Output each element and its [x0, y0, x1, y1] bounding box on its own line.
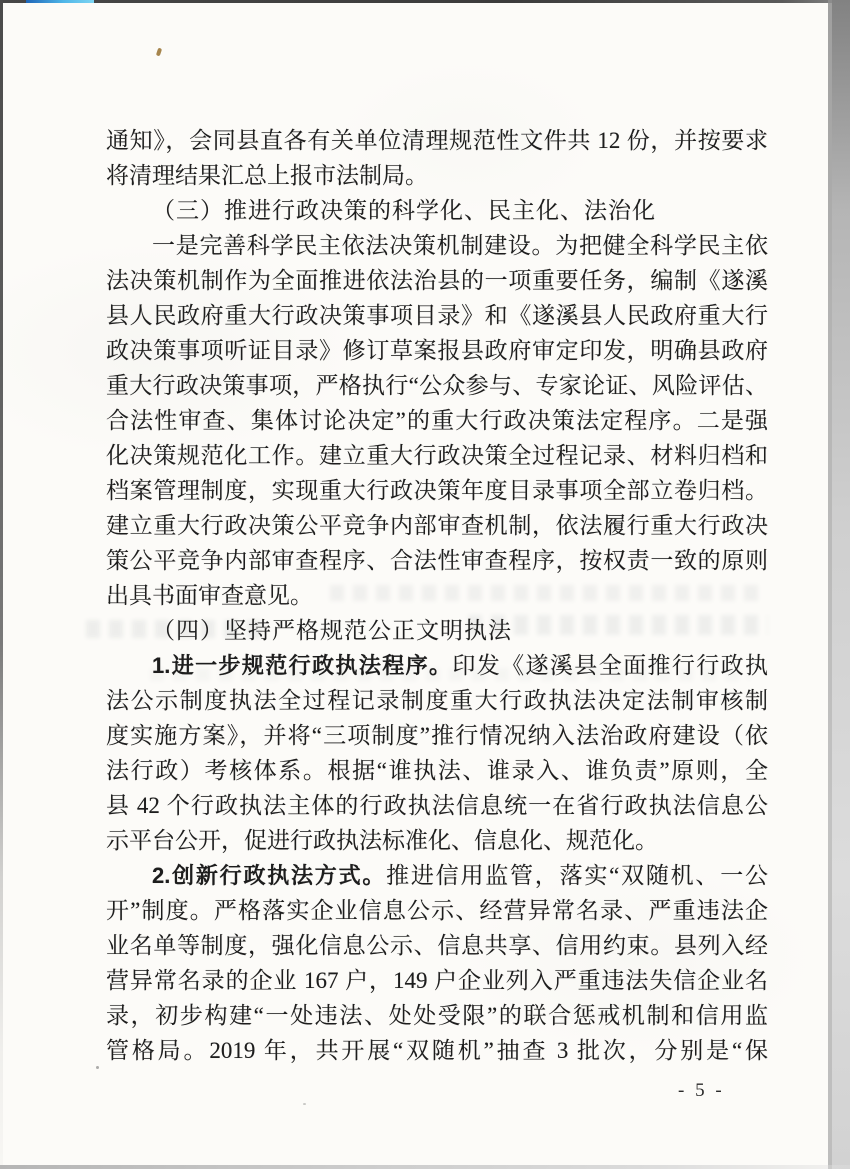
text-line: 通知》，会同县直各有关单位清理规范性文件共 12 份，并按要求	[106, 128, 768, 153]
text-line: 法行政）考核体系。根据“谁执法、谁录入、谁负责”原则，全	[106, 758, 768, 783]
text-line: 示平台公开，促进行政执法标准化、信息化、规范化。	[106, 828, 658, 853]
text-line: 法决策机制作为全面推进依法治县的一项重要任务，编制《遂溪	[106, 268, 768, 293]
section-heading-line: （四）坚持严格规范公正文明执法	[152, 618, 512, 643]
text-line: 营异常名录的企业 167 户，149 户企业列入严重违法失信企业名	[106, 968, 768, 993]
text-line: 度实施方案》，并将“三项制度”推行情况纳入法治政府建设（依	[106, 723, 768, 748]
bold-lead-text: 2.创新行政执法方式。	[152, 863, 387, 888]
text-line: 化决策规范化工作。建立重大行政决策全过程记录、材料归档和	[106, 443, 768, 468]
text-line: 法公示制度执法全过程记录制度重大行政执法决定法制审核制	[106, 688, 768, 713]
text-line: 管格局。2019 年，共开展“双随机”抽查 3 批次，分别是“保	[106, 1038, 768, 1063]
text-line: 录，初步构建“一处违法、处处受限”的联合惩戒机制和信用监	[106, 1003, 768, 1028]
section-heading-line: （三）推进行政决策的科学化、民主化、法治化	[152, 198, 656, 223]
scanner-edge-top	[0, 0, 850, 3]
page-number: - 5 -	[678, 1080, 725, 1101]
dust-speck	[96, 1066, 99, 1069]
text-line: 一是完善科学民主依法决策机制建设。为把健全科学民主依	[152, 233, 768, 258]
scanner-edge-top-blue-tint	[26, 0, 94, 3]
scanner-edge-left	[0, 0, 3, 1169]
text-line: 档案管理制度，实现重大行政决策年度目录事项全部立卷归档。	[106, 478, 768, 503]
ink-speck	[156, 48, 162, 57]
text-line: 1.进一步规范行政执法程序。印发《遂溪县全面推行行政执	[152, 653, 768, 678]
text-line: 策公平竞争内部审查程序、合法性审查程序，按权责一致的原则	[106, 548, 768, 573]
text-line: 2.创新行政执法方式。推进信用监管，落实“双随机、一公	[152, 863, 768, 888]
text-line: 出具书面审查意见。	[106, 583, 313, 608]
text-line: 重大行政决策事项，严格执行“公众参与、专家论证、风险评估、	[106, 373, 768, 398]
page-edge-shadow-right	[832, 0, 850, 1169]
text-line: 县 42 个行政执法主体的行政执法信息统一在省行政执法信息公	[106, 793, 768, 818]
document-lines	[106, 123, 768, 1068]
text-line: 建立重大行政决策公平竞争内部审查机制，依法履行重大行政决	[106, 513, 768, 538]
bold-lead-text: 1.进一步规范行政执法程序。	[152, 653, 453, 678]
text-line: 将清理结果汇总上报市法制局。	[106, 163, 428, 188]
text-line: 政决策事项听证目录》修订草案报县政府审定印发，明确县政府	[106, 338, 768, 363]
scanner-edge-bottom	[0, 1165, 850, 1169]
text-line: 业名单等制度，强化信息公示、信息共享、信用约束。县列入经	[106, 933, 768, 958]
text-line: 县人民政府重大行政决策事项目录》和《遂溪县人民政府重大行	[106, 303, 768, 328]
text-line: 合法性审查、集体讨论决定”的重大行政决策法定程序。二是强	[106, 408, 768, 433]
dust-speck	[303, 1103, 306, 1105]
text-line: 开”制度。严格落实企业信息公示、经营异常名录、严重违法企	[106, 898, 768, 923]
